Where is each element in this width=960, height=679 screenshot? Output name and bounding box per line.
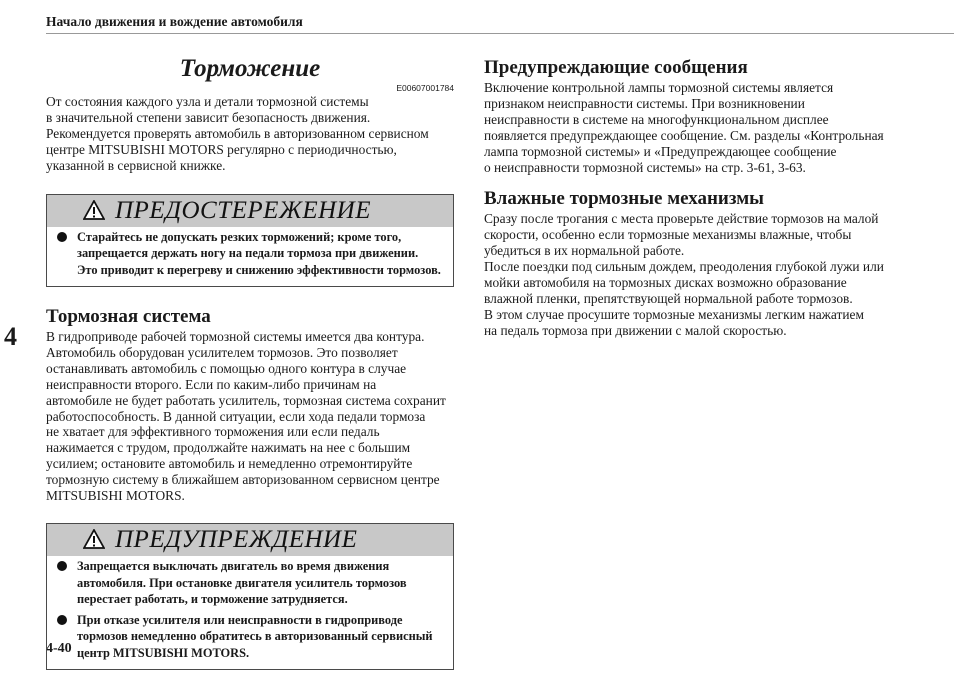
header-rule xyxy=(46,33,954,34)
warning-item-text: При отказе усилителя или неисправности в гидроприводе тормозов немедленно обратитесь в авторизованный сервисный центр MITSUBISHI MOTORS. xyxy=(77,612,433,660)
warning-item xyxy=(57,612,445,662)
warning-item xyxy=(57,558,445,608)
section-code: E00607001784 xyxy=(396,83,454,93)
chapter-tab: 4 xyxy=(4,322,17,351)
warning-box-title: ПРЕДУПРЕЖДЕНИЕ xyxy=(115,526,358,553)
warning-box-header xyxy=(47,524,453,556)
bullet-dot-icon xyxy=(57,232,67,242)
page-number: 4-40 xyxy=(46,641,72,656)
caution-item xyxy=(57,229,445,279)
intro-paragraph: От состояния каждого узла и детали тормозной системы в значительной степени зависит безопасность движения. Рекомендуется проверять автомобиль в авторизованном сервисном центре MITSUBISHI MOTORS регулярно с периодичностью, указанной в сервисной книжке. xyxy=(46,94,429,173)
left-column xyxy=(46,54,454,670)
running-header: Начало движения и вождение автомобиля xyxy=(46,14,303,29)
warning-box xyxy=(46,523,454,670)
caution-box xyxy=(46,194,454,288)
wet-brakes-heading: Влажные тормозные механизмы xyxy=(484,188,765,210)
bullet-dot-icon xyxy=(57,561,67,571)
wet-brakes-paragraph: Сразу после трогания с места проверьте действие тормозов на малой скорости, особенно если тормозные механизмы влажные, чтобы убедиться в их нормальной работе. После поездки под сильным дождем, преодоления глубокой лужи или мойки автомобиля на тормозных дисках возможно образование влажной пленки, препятствующей нормальной работе тормозов. В этом случае просушите тормозные механизмы легким нажатием на педаль тормоза при движении с малой скоростью. xyxy=(484,211,884,338)
caution-box-body xyxy=(47,227,453,287)
warning-box-body xyxy=(47,556,453,669)
warning-triangle-icon xyxy=(83,529,105,549)
warning-messages-paragraph: Включение контрольной лампы тормозной системы является признаком неисправности системы. При возникновении неисправности в системе на многофункциональном дисплее появляется предупреждающее сообщение. См. разделы «Контрольная лампа тормозной системы» и «Предупреждающее сообщение о неисправности тормозной системы» на стр. 3-61, 3-63. xyxy=(484,80,884,175)
warning-messages-heading: Предупреждающие сообщения xyxy=(484,57,748,78)
warning-triangle-icon xyxy=(83,200,105,220)
caution-box-header xyxy=(47,195,453,227)
caution-box-title: ПРЕДОСТЕРЕЖЕНИЕ xyxy=(115,196,371,224)
warning-item-text: Запрещается выключать двигатель во время движения автомобиля. При остановке двигателя усилитель тормозов перестает работать, и торможение затрудняется. xyxy=(77,559,407,606)
brake-system-paragraph: В гидроприводе рабочей тормозной системы имеется два контура. Автомобиль оборудован усилителем тормозов. Это позволяет останавливать автомобиль с помощью одного контура в случае неисправности второго. Если по каким-либо причинам на автомобиле не будет работать усилитель, тормозная система сохранит работоспособность. В данной ситуации, если хода педали тормоза не хватает для эффективного торможения или если педаль нажимается с трудом, продолжайте нажимать на нее с большим усилием; остановите автомобиль и немедленно отремонтируйте тормозную систему в ближайшем авторизованном сервисном центре MITSUBISHI MOTORS. xyxy=(46,329,446,504)
brake-system-heading: Тормозная система xyxy=(46,306,211,328)
caution-item-text: Старайтесь не допускать резких торможений; кроме того, запрещается держать ногу на педали тормоза при движении. Это приводит к перегреву и снижению эффективности тормозов. xyxy=(77,229,441,277)
bullet-dot-icon xyxy=(57,615,67,625)
section-title: Торможение xyxy=(179,55,321,82)
right-column xyxy=(484,56,894,339)
